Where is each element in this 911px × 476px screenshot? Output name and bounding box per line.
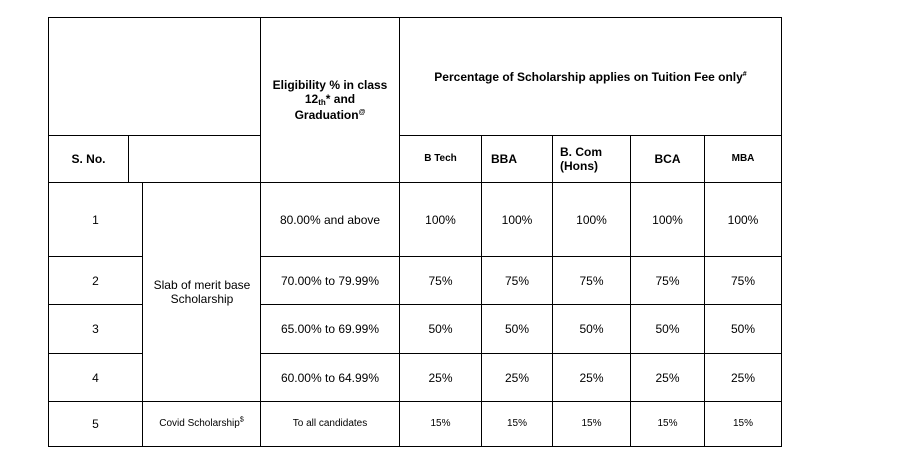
row4-mba: 25%	[730, 370, 756, 385]
eligibility-line1: Eligibility % in class	[272, 78, 388, 92]
scholarship-mark: #	[742, 70, 747, 78]
scholarship-title: Percentage of Scholarship applies on Tuition Fee only	[434, 69, 743, 84]
row1-bba: 100%	[501, 212, 533, 227]
eligibility-sub: th	[318, 98, 326, 107]
row4-bca: 25%	[655, 370, 680, 385]
row1-eligibility: 80.00% and above	[279, 212, 381, 227]
row4-bcom: 25%	[579, 370, 604, 385]
line-sno-right	[128, 135, 129, 183]
row2-eligibility: 70.00% to 79.99%	[280, 273, 380, 288]
row3-eligibility: 65.00% to 69.99%	[280, 322, 380, 336]
row3-btech: 50%	[428, 322, 453, 336]
row5-category-mark: $	[239, 416, 244, 424]
course-header-mba: MBA	[731, 153, 755, 164]
row3-bcom: 50%	[579, 322, 604, 336]
course-header-btech: B Tech	[424, 153, 457, 164]
scholarship-header	[400, 18, 781, 135]
row1-mba: 100%	[727, 212, 759, 227]
row2-mba: 75%	[730, 273, 756, 288]
row5-bba: 15%	[506, 418, 527, 429]
course-header-bba	[482, 136, 552, 182]
course-header-bba-label: BBA	[491, 152, 517, 166]
row4-eligibility: 60.00% to 64.99%	[280, 370, 380, 385]
row4-btech: 25%	[428, 370, 453, 385]
line-table-bottom	[48, 446, 781, 447]
row5-category-label: Covid Scholarship	[159, 418, 240, 429]
eligibility-header	[261, 18, 399, 182]
row2-sno: 2	[92, 273, 99, 288]
row4-bba: 25%	[504, 370, 530, 385]
row5-mba: 15%	[732, 418, 753, 429]
eligibility-mark: @	[358, 109, 366, 116]
row1-bca: 100%	[652, 212, 683, 227]
row5-bca: 15%	[657, 418, 678, 429]
row5-eligibility: To all candidates	[292, 418, 368, 429]
row5-category	[143, 402, 260, 446]
course-header-bca: BCA	[654, 152, 681, 166]
row4-sno: 4	[92, 370, 99, 385]
row2-bba: 75%	[504, 273, 530, 288]
row2-btech: 75%	[428, 273, 453, 288]
line-right	[781, 17, 782, 447]
eligibility-line3: Graduation	[294, 108, 359, 122]
row2-bca: 75%	[655, 273, 680, 288]
row5-btech: 15%	[430, 418, 451, 429]
merit-label: Slab of merit base Scholarship	[153, 278, 251, 306]
course-header-bcom-label: B. Com (Hons)	[560, 145, 602, 173]
row5-bcom: 15%	[581, 418, 602, 429]
eligibility-rest: * and	[325, 92, 356, 106]
row1-sno: 1	[92, 212, 99, 227]
row1-bcom: 100%	[576, 212, 607, 227]
row2-bcom: 75%	[579, 273, 604, 288]
row5-sno: 5	[92, 417, 99, 431]
row3-bca: 50%	[655, 322, 680, 336]
row3-sno: 3	[92, 322, 99, 336]
eligibility-num: 12	[304, 92, 319, 106]
course-header-bcom	[560, 136, 626, 182]
row1-btech: 100%	[425, 212, 456, 227]
row3-bba: 50%	[504, 322, 530, 336]
sno-header: S. No.	[71, 152, 106, 166]
row3-mba: 50%	[730, 322, 756, 336]
